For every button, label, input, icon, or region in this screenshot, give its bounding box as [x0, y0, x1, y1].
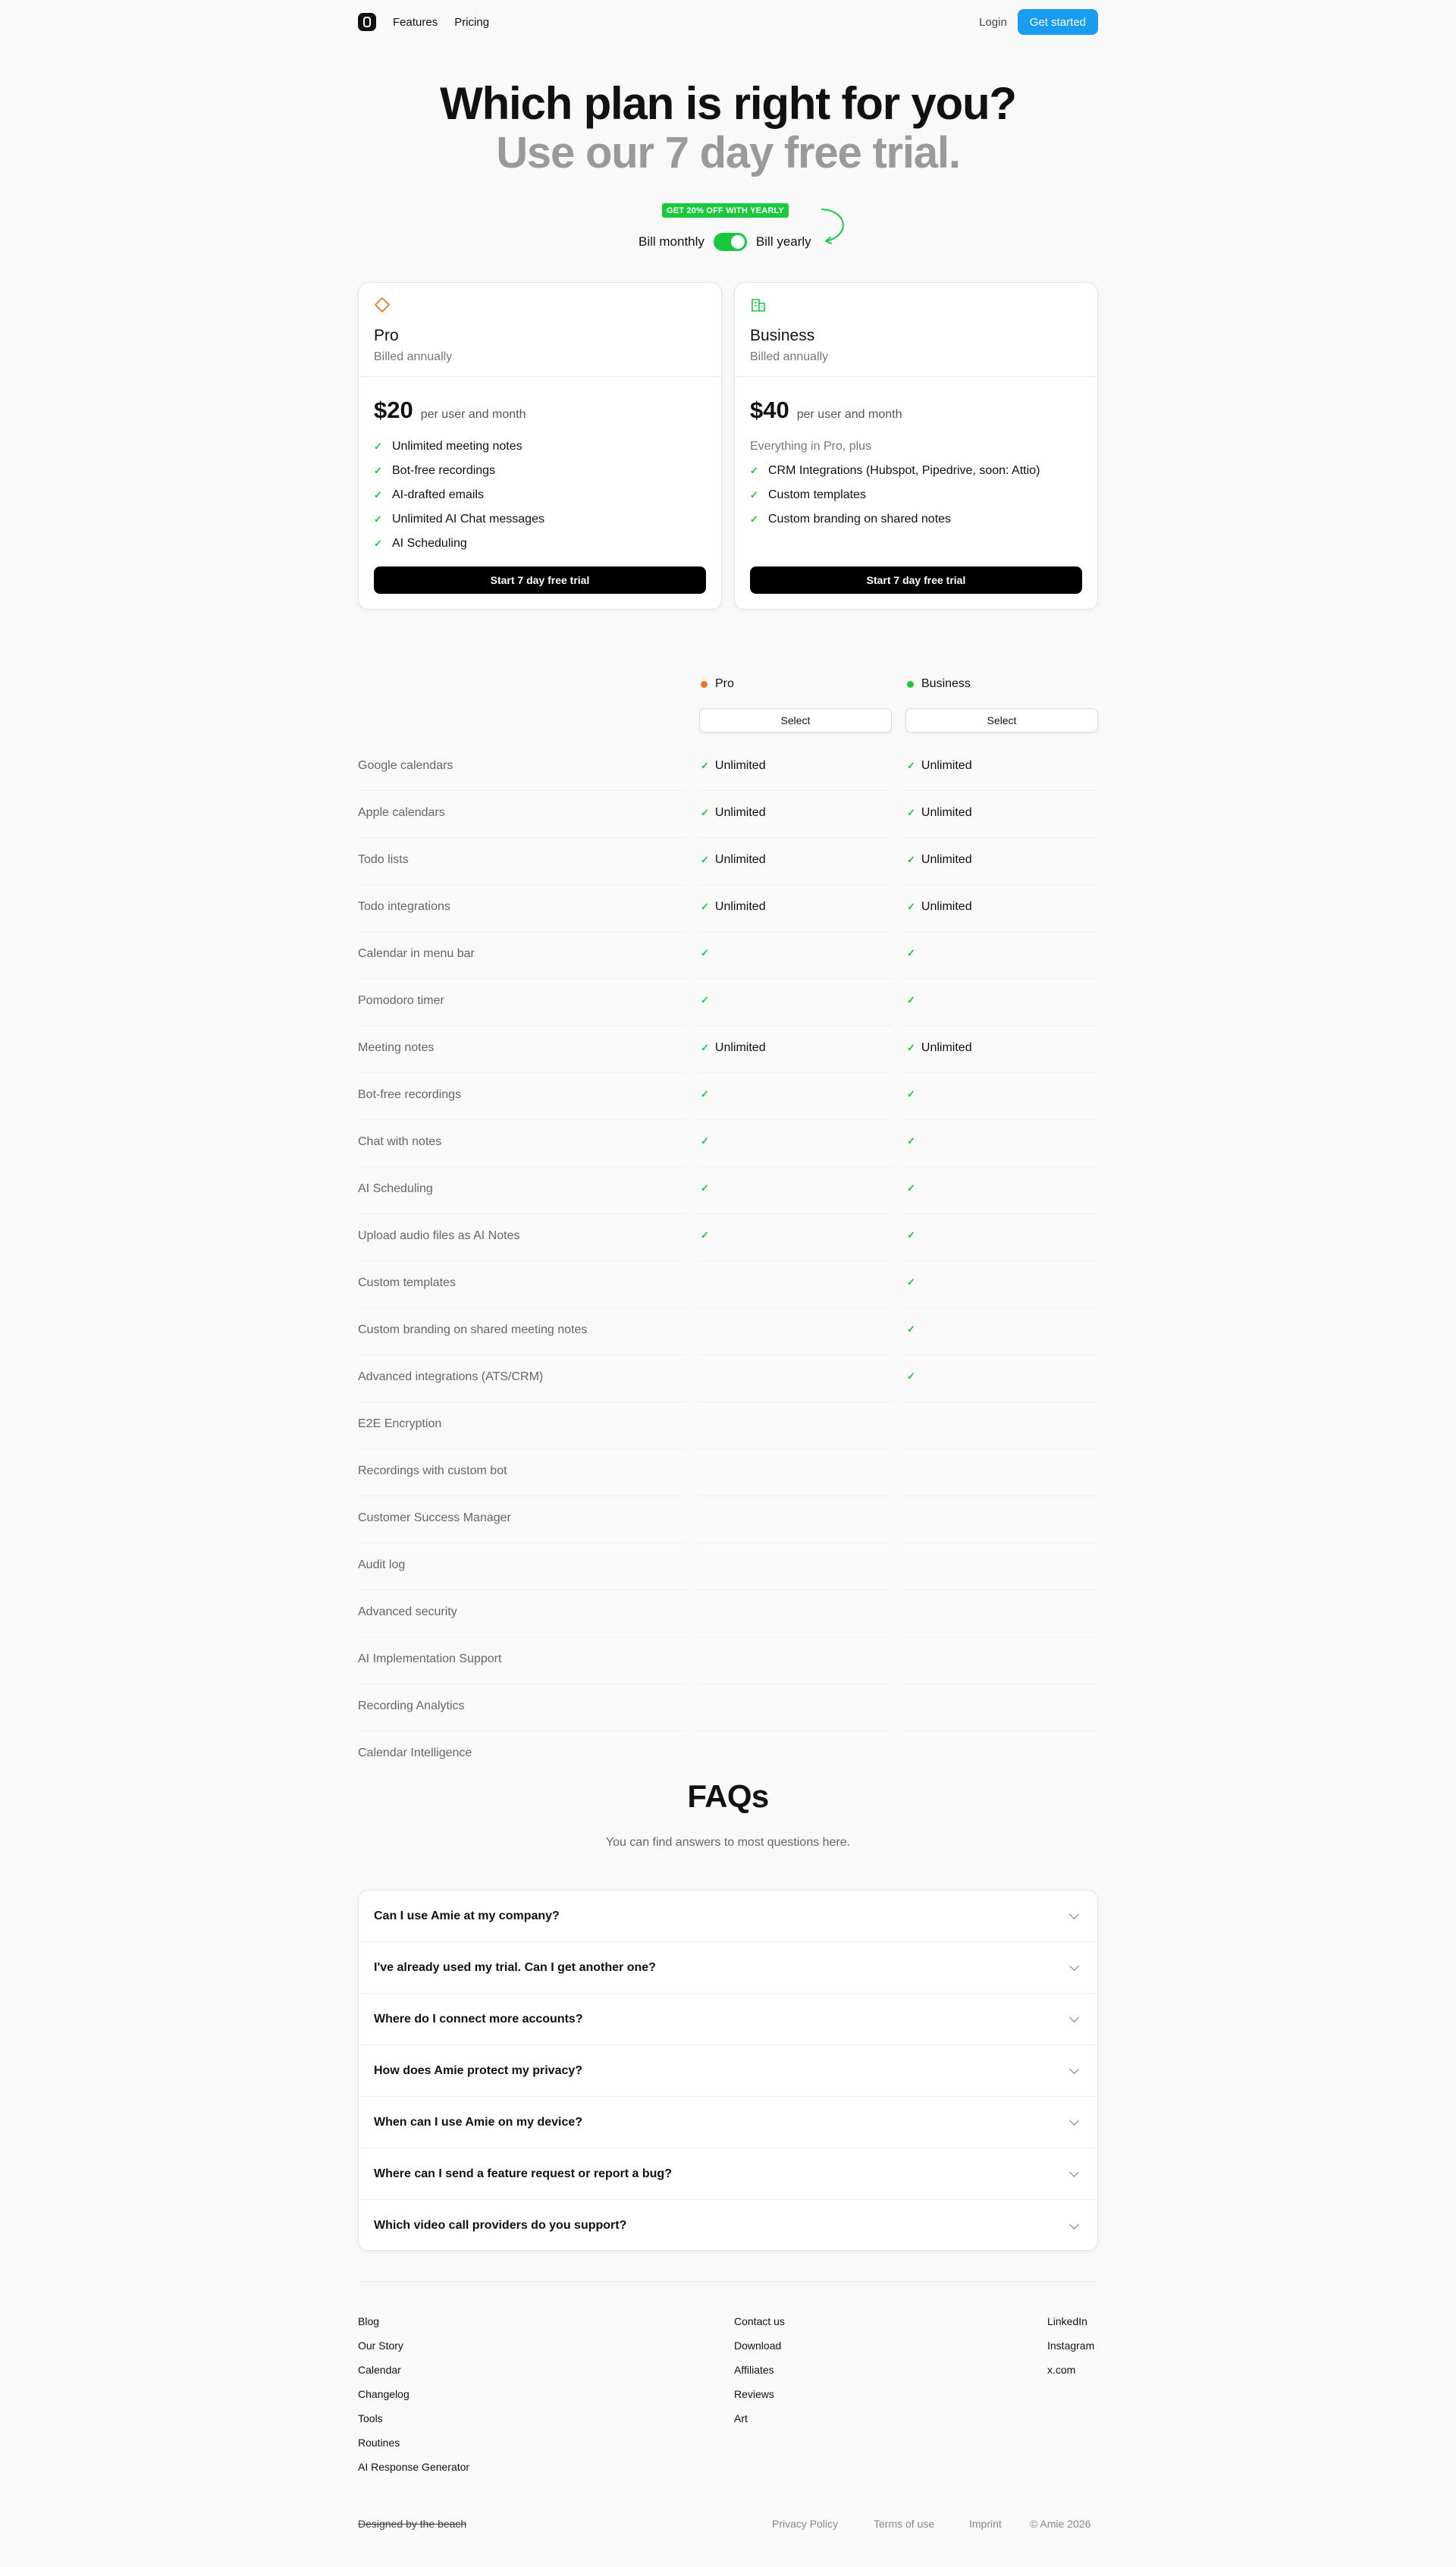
business-dot-icon [907, 681, 914, 688]
footer-link-our-story[interactable]: Our Story [358, 2339, 403, 2352]
footer-column-3 [1047, 2316, 1094, 2389]
feature-label: Todo integrations [358, 900, 450, 913]
table-row [358, 838, 1098, 885]
table-row [358, 1026, 1098, 1073]
business-cell [907, 947, 921, 959]
copyright-text: © Amie 2026 [1030, 2518, 1091, 2530]
table-row [358, 1496, 1098, 1543]
check-icon: ✓ [907, 1182, 915, 1194]
feature-label: Advanced integrations (ATS/CRM) [358, 1370, 544, 1383]
plan-feature: ✓ CRM Integrations (Hubspot, Pipedrive, soon: Attio) [750, 464, 1040, 477]
plan-feature: ✓ AI Scheduling [374, 537, 467, 550]
check-icon: ✓ [907, 994, 915, 1006]
page-title: Which plan is right for you? [440, 78, 1016, 129]
table-row [358, 1261, 1098, 1308]
pro-cell [701, 947, 715, 959]
page-subtitle: Use our 7 day free trial. [496, 128, 960, 177]
feature-label: Calendar in menu bar [358, 947, 475, 960]
bill-yearly-label[interactable]: Bill yearly [755, 234, 811, 249]
check-icon: ✓ [701, 1088, 709, 1100]
footer-link-ai-response-generator[interactable]: AI Response Generator [358, 2461, 470, 2473]
imprint-link[interactable]: Imprint [969, 2518, 1002, 2530]
check-icon: ✓ [701, 1042, 709, 1053]
check-icon: ✓ [701, 1229, 709, 1241]
business-cell [907, 1088, 921, 1100]
faq-item[interactable] [359, 2097, 1097, 2148]
diamond-icon [374, 297, 391, 313]
amie-logo-icon[interactable] [358, 13, 376, 31]
bill-monthly-label[interactable]: Bill monthly [639, 234, 704, 249]
footer-link-blog[interactable]: Blog [358, 2315, 380, 2327]
check-icon: ✓ [701, 1135, 709, 1147]
plan-price [750, 397, 902, 424]
nav-link-features[interactable]: Features [393, 15, 438, 29]
footer-link-reviews[interactable]: Reviews [734, 2388, 774, 2400]
faq-item[interactable] [359, 2200, 1097, 2251]
check-icon: ✓ [374, 513, 382, 525]
business-cell [907, 900, 972, 914]
plan-price [374, 397, 526, 424]
check-icon: ✓ [701, 1182, 709, 1194]
footer-divider [358, 2281, 1098, 2282]
check-icon: ✓ [750, 465, 758, 476]
business-cell [907, 1135, 921, 1147]
feature-label: AI Implementation Support [358, 1652, 502, 1665]
faq-item[interactable] [359, 1891, 1097, 1942]
chevron-down-icon [1069, 2167, 1079, 2177]
feature-label: E2E Encryption [358, 1417, 442, 1430]
cell-value: Unlimited [921, 806, 972, 819]
terms-of-use-link[interactable]: Terms of use [874, 2518, 935, 2530]
start-trial-button-business[interactable]: Start 7 day free trial [750, 566, 1082, 594]
check-icon: ✓ [374, 465, 382, 476]
footer-link-linkedin[interactable]: LinkedIn [1047, 2315, 1087, 2327]
pro-cell [701, 759, 766, 773]
pro-cell [701, 806, 766, 820]
pro-cell [701, 1135, 715, 1147]
faq-subtitle: You can find answers to most questions here. [605, 1836, 851, 1849]
check-icon: ✓ [907, 1229, 915, 1241]
check-icon: ✓ [750, 513, 758, 525]
check-icon: ✓ [907, 1135, 915, 1147]
chevron-down-icon [1069, 2013, 1079, 2023]
compare-column-label: Pro [715, 677, 734, 690]
plan-card-header [359, 283, 721, 377]
business-cell [907, 1323, 921, 1335]
feature-label: Meeting notes [358, 1041, 435, 1054]
price-unit: per user and month [796, 408, 902, 421]
business-cell [907, 1276, 921, 1288]
plan-card-business [734, 282, 1098, 610]
table-row [358, 1684, 1098, 1731]
billing-period-toggle[interactable] [714, 233, 747, 251]
business-cell [907, 1229, 921, 1241]
business-cell [907, 994, 921, 1006]
table-row [358, 979, 1098, 1026]
feature-label: Bot-free recordings [358, 1088, 462, 1101]
table-row [358, 1073, 1098, 1120]
faq-list [358, 1890, 1098, 2251]
yearly-discount-badge: GET 20% OFF WITH YEARLY [662, 203, 789, 218]
price-amount: $20 [374, 397, 413, 423]
chevron-down-icon [1069, 1910, 1079, 1919]
table-row [358, 791, 1098, 838]
compare-column-business [907, 677, 971, 691]
check-icon: ✓ [701, 807, 709, 818]
plan-billing-note: Billed annually [750, 350, 829, 363]
check-icon: ✓ [907, 1323, 915, 1335]
chevron-down-icon [1069, 1961, 1079, 1971]
plan-name: Pro [374, 327, 399, 344]
footer-column-2 [734, 2316, 785, 2437]
compare-column-label: Business [921, 677, 971, 690]
table-row [358, 1355, 1098, 1402]
faq-question: Which video call providers do you support? [374, 2219, 627, 2232]
business-cell [907, 806, 972, 820]
footer-link-instagram[interactable]: Instagram [1047, 2339, 1095, 2352]
check-icon: ✓ [374, 441, 382, 452]
check-icon: ✓ [374, 489, 382, 501]
table-row [358, 1449, 1098, 1496]
plan-feature: ✓ AI-drafted emails [374, 488, 484, 501]
table-row [358, 932, 1098, 979]
chevron-down-icon [1069, 2064, 1079, 2074]
get-started-button[interactable]: Get started [1018, 9, 1098, 35]
table-row [358, 1308, 1098, 1355]
privacy-policy-link[interactable]: Privacy Policy [772, 2518, 839, 2530]
feature-label: Google calendars [358, 759, 453, 772]
check-icon: ✓ [907, 947, 915, 959]
feature-label: Todo lists [358, 853, 409, 866]
cell-value: Unlimited [921, 1041, 972, 1054]
feature-label: Audit log [358, 1558, 406, 1571]
check-icon: ✓ [374, 538, 382, 549]
plan-feature: ✓ Unlimited meeting notes [374, 440, 522, 453]
faq-question: Where do I connect more accounts? [374, 2012, 583, 2026]
feature-label: Calendar Intelligence [358, 1746, 472, 1759]
pro-cell [701, 1182, 715, 1194]
footer-link-affiliates[interactable]: Affiliates [734, 2364, 774, 2376]
cell-value: Unlimited [714, 853, 766, 866]
footer-link-routines[interactable]: Routines [358, 2437, 400, 2449]
check-icon: ✓ [907, 1276, 915, 1288]
check-icon: ✓ [907, 1042, 915, 1053]
table-row [358, 1637, 1098, 1684]
faq-title: FAQs [687, 1778, 769, 1814]
check-icon: ✓ [701, 994, 709, 1006]
cell-value: Unlimited [714, 759, 766, 772]
table-row [358, 1402, 1098, 1449]
footer-link-x[interactable]: x.com [1047, 2364, 1076, 2376]
business-cell [907, 759, 972, 773]
select-pro-button[interactable]: Select [699, 708, 892, 733]
feature-label: Customer Success Manager [358, 1511, 511, 1524]
check-icon: ✓ [701, 947, 709, 959]
compare-column-pro [701, 677, 734, 691]
select-business-button[interactable]: Select [905, 708, 1098, 733]
faq-question: I've already used my trial. Can I get another one? [374, 1960, 656, 1974]
price-unit: per user and month [420, 408, 526, 421]
plan-feature: ✓ Custom templates [750, 488, 866, 501]
footer-link-contact[interactable]: Contact us [734, 2315, 785, 2327]
table-row [358, 1731, 1098, 1778]
pro-cell [701, 853, 766, 867]
check-icon: ✓ [907, 901, 915, 912]
billing-toggle-row [639, 231, 811, 253]
login-link[interactable]: Login [979, 15, 1007, 29]
table-row [358, 744, 1098, 791]
cell-value: Unlimited [921, 853, 972, 866]
feature-label: Chat with notes [358, 1135, 442, 1148]
plan-feature-intro: Everything in Pro, plus [750, 440, 872, 453]
pro-cell [701, 900, 766, 914]
footer-link-download[interactable]: Download [734, 2339, 782, 2352]
check-icon: ✓ [907, 760, 915, 771]
footer-link-art[interactable]: Art [734, 2412, 748, 2424]
faq-item[interactable] [359, 1942, 1097, 1994]
pro-cell [701, 1041, 766, 1055]
faq-item[interactable] [359, 2045, 1097, 2097]
plan-card-pro [358, 282, 722, 610]
plan-feature: ✓ Custom branding on shared notes [750, 513, 952, 526]
feature-label: Custom templates [358, 1276, 456, 1289]
feature-label: Recordings with custom bot [358, 1464, 507, 1477]
table-row [358, 1214, 1098, 1261]
feature-label: Upload audio files as AI Notes [358, 1229, 520, 1242]
check-icon: ✓ [701, 854, 709, 865]
cell-value: Unlimited [921, 759, 972, 772]
check-icon: ✓ [701, 901, 709, 912]
footer-link-tools[interactable]: Tools [358, 2412, 383, 2424]
business-cell [907, 1370, 921, 1382]
footer-link-changelog[interactable]: Changelog [358, 2388, 410, 2400]
check-icon: ✓ [907, 807, 915, 818]
cell-value: Unlimited [714, 1041, 766, 1054]
cell-value: Unlimited [714, 900, 766, 913]
check-icon: ✓ [701, 760, 709, 771]
feature-label: Apple calendars [358, 806, 445, 819]
faq-item[interactable] [359, 1994, 1097, 2045]
chevron-down-icon [1069, 2116, 1079, 2126]
footer-column-1 [358, 2316, 469, 2486]
footer-link-calendar[interactable]: Calendar [358, 2364, 401, 2376]
start-trial-button-pro[interactable]: Start 7 day free trial [374, 566, 706, 594]
plan-feature-list [750, 435, 1040, 532]
check-icon: ✓ [907, 1088, 915, 1100]
feature-label: Advanced security [358, 1605, 457, 1618]
business-cell [907, 853, 972, 867]
curved-arrow-icon [817, 206, 852, 246]
top-nav [358, 11, 1098, 33]
plan-feature: ✓ Unlimited AI Chat messages [374, 513, 544, 526]
plan-name: Business [750, 327, 815, 344]
feature-label: Pomodoro timer [358, 994, 444, 1007]
plan-feature-list [374, 435, 544, 556]
table-row [358, 1167, 1098, 1214]
check-icon: ✓ [750, 489, 758, 501]
table-row [358, 1543, 1098, 1590]
chevron-down-icon [1069, 2220, 1079, 2230]
plan-feature: ✓ Bot-free recordings [374, 464, 496, 477]
faq-question: Where can I send a feature request or report a bug? [374, 2167, 672, 2180]
business-cell [907, 1182, 921, 1194]
faq-question: When can I use Amie on my device? [374, 2115, 583, 2129]
designed-by-note: Designed by the beach [358, 2518, 467, 2530]
feature-label: AI Scheduling [358, 1182, 433, 1195]
check-icon: ✓ [907, 854, 915, 865]
plan-billing-note: Billed annually [374, 350, 453, 363]
building-icon [750, 297, 767, 313]
table-row [358, 1120, 1098, 1167]
faq-question: How does Amie protect my privacy? [374, 2063, 583, 2077]
nav-link-pricing[interactable]: Pricing [454, 15, 490, 29]
faq-item[interactable] [359, 2148, 1097, 2200]
check-icon: ✓ [907, 1370, 915, 1382]
pro-cell [701, 1229, 715, 1241]
price-amount: $40 [750, 397, 789, 423]
cell-value: Unlimited [714, 806, 766, 819]
table-row [358, 885, 1098, 932]
faq-question: Can I use Amie at my company? [374, 1909, 560, 1922]
table-row [358, 1590, 1098, 1637]
pro-dot-icon [701, 681, 708, 688]
feature-label: Custom branding on shared meeting notes [358, 1323, 588, 1336]
pro-cell [701, 1088, 715, 1100]
pro-cell [701, 994, 715, 1006]
plan-card-header [735, 283, 1097, 377]
feature-label: Recording Analytics [358, 1699, 465, 1712]
cell-value: Unlimited [921, 900, 972, 913]
business-cell [907, 1041, 972, 1055]
